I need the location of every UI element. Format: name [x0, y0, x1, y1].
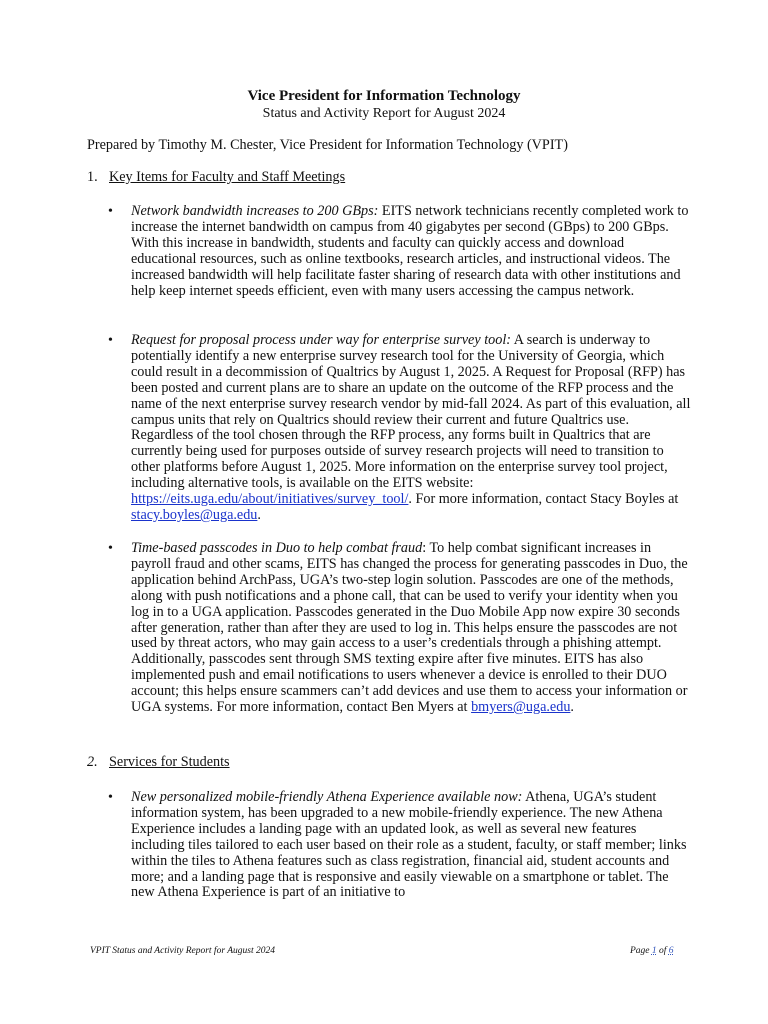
current-page: 1	[651, 946, 657, 956]
list-item	[131, 204, 691, 299]
section-heading-2	[87, 754, 230, 771]
total-pages: 6	[668, 946, 674, 956]
survey-tool-link[interactable]: https://eits.uga.edu/about/initiatives/survey_tool/	[131, 491, 409, 508]
item-heading: Time-based passcodes in Duo to help combat fraud	[131, 540, 423, 556]
section-number: 1.	[87, 169, 98, 185]
bullet-icon: •	[108, 333, 113, 348]
item-text: A search is underway to potentially identify a new enterprise survey research tool for the University of Georgia, which could result in a decommission of Qualtrics by August 1, 2025. A Request for Proposal (RFP) has been posted and current plans are to share an update on the outcome of the RFP process and the name of the next enterprise survey research vendor by mid-fall 2024. As part of this evaluation, all campus units that rely on Qualtrics should review their current and future Qualtrics use. Regardless of the tool chosen through the RFP process, any forms built in Qualtrics that are currently being used for purposes outside of survey research projects will need to transition to other platforms before August 1, 2025. More information on the enterprise survey tool project, including alternative tools, is available on the EITS website:	[131, 332, 691, 492]
document-title: Vice President for Information Technology	[247, 88, 521, 104]
section-heading-1	[87, 169, 345, 186]
item-text: . For more information, contact Stacy Boyles at	[408, 491, 679, 508]
item-text: : To help combat significant increases in payroll fraud and other scams, EITS has changed the process for generating passcodes in Duo, the application behind ArchPass, UGA’s two-step login solution. Passcodes are one of the methods, along with push notifications and a phone call, that can be used to verify your identity when you log in to a UGA application. Passcodes generated in the Duo Mobile App now expire 30 seconds after generation, rather than after they are used to log in. This helps ensure the passcodes are not used by threat actors, who may gain access to a user’s credentials through a phishing attempt. Additionally, passcodes sent through SMS texting expire after five minutes. EITS has also implemented push and email notifications to users whenever a device is enrolled to their DUO account; this helps ensure scammers can’t add devices and use them to access your information or UGA systems. For more information, contact Ben Myers at	[131, 540, 688, 716]
email-link[interactable]: bmyers@uga.edu	[471, 699, 571, 716]
item-text: .	[257, 506, 261, 523]
of-label: of	[656, 946, 669, 956]
prepared-by: Prepared by Timothy M. Chester, Vice President for Information Technology (VPIT)	[87, 137, 568, 153]
section-title: Key Items for Faculty and Staff Meetings	[109, 169, 346, 185]
email-link[interactable]: stacy.boyles@uga.edu	[131, 506, 258, 523]
item-text: Athena, UGA’s student information system, has been upgraded to a new mobile-friendly experience. The new Athena Experience includes a landing page with an updated look, as well as several new features including tiles tailored to each user based on their role as a student, faculty, or staff member; links within the tiles to Athena features such as class registration, financial aid, student accounts and more; and a landing page that is responsive and easily viewable on a smartphone or tablet. The new Athena Experience is part of an initiative to	[131, 789, 687, 901]
list-item	[131, 790, 691, 901]
item-heading: Network bandwidth increases to 200 GBps:	[131, 203, 379, 219]
item-text: EITS network technicians recently completed work to increase the internet bandwidth on campus from 40 gigabytes per second (GBps) to 200 GBps. With this increase in bandwidth, students and faculty can quickly access and download educational resources, such as online textbooks, research articles, and instructional videos. The increased bandwidth will help facilitate faster sharing of research data with other institutions and help keep internet speeds efficient, even with many users accessing the campus network.	[131, 203, 689, 299]
document-subtitle: Status and Activity Report for August 2024	[262, 106, 506, 121]
item-heading: Request for proposal process under way for enterprise survey tool:	[131, 332, 511, 348]
item-text: .	[570, 699, 574, 716]
list-item	[131, 333, 691, 524]
bullet-icon: •	[108, 790, 113, 805]
section-number: 2.	[87, 754, 98, 770]
bullet-icon: •	[108, 541, 113, 556]
list-item	[131, 541, 691, 716]
item-heading: New personalized mobile-friendly Athena Experience available now:	[131, 789, 523, 805]
page-number	[630, 946, 674, 956]
footer-title: VPIT Status and Activity Report for August 2024	[90, 946, 275, 956]
bullet-icon: •	[108, 204, 113, 219]
page-label: Page	[630, 946, 652, 956]
section-title: Services for Students	[109, 754, 230, 770]
